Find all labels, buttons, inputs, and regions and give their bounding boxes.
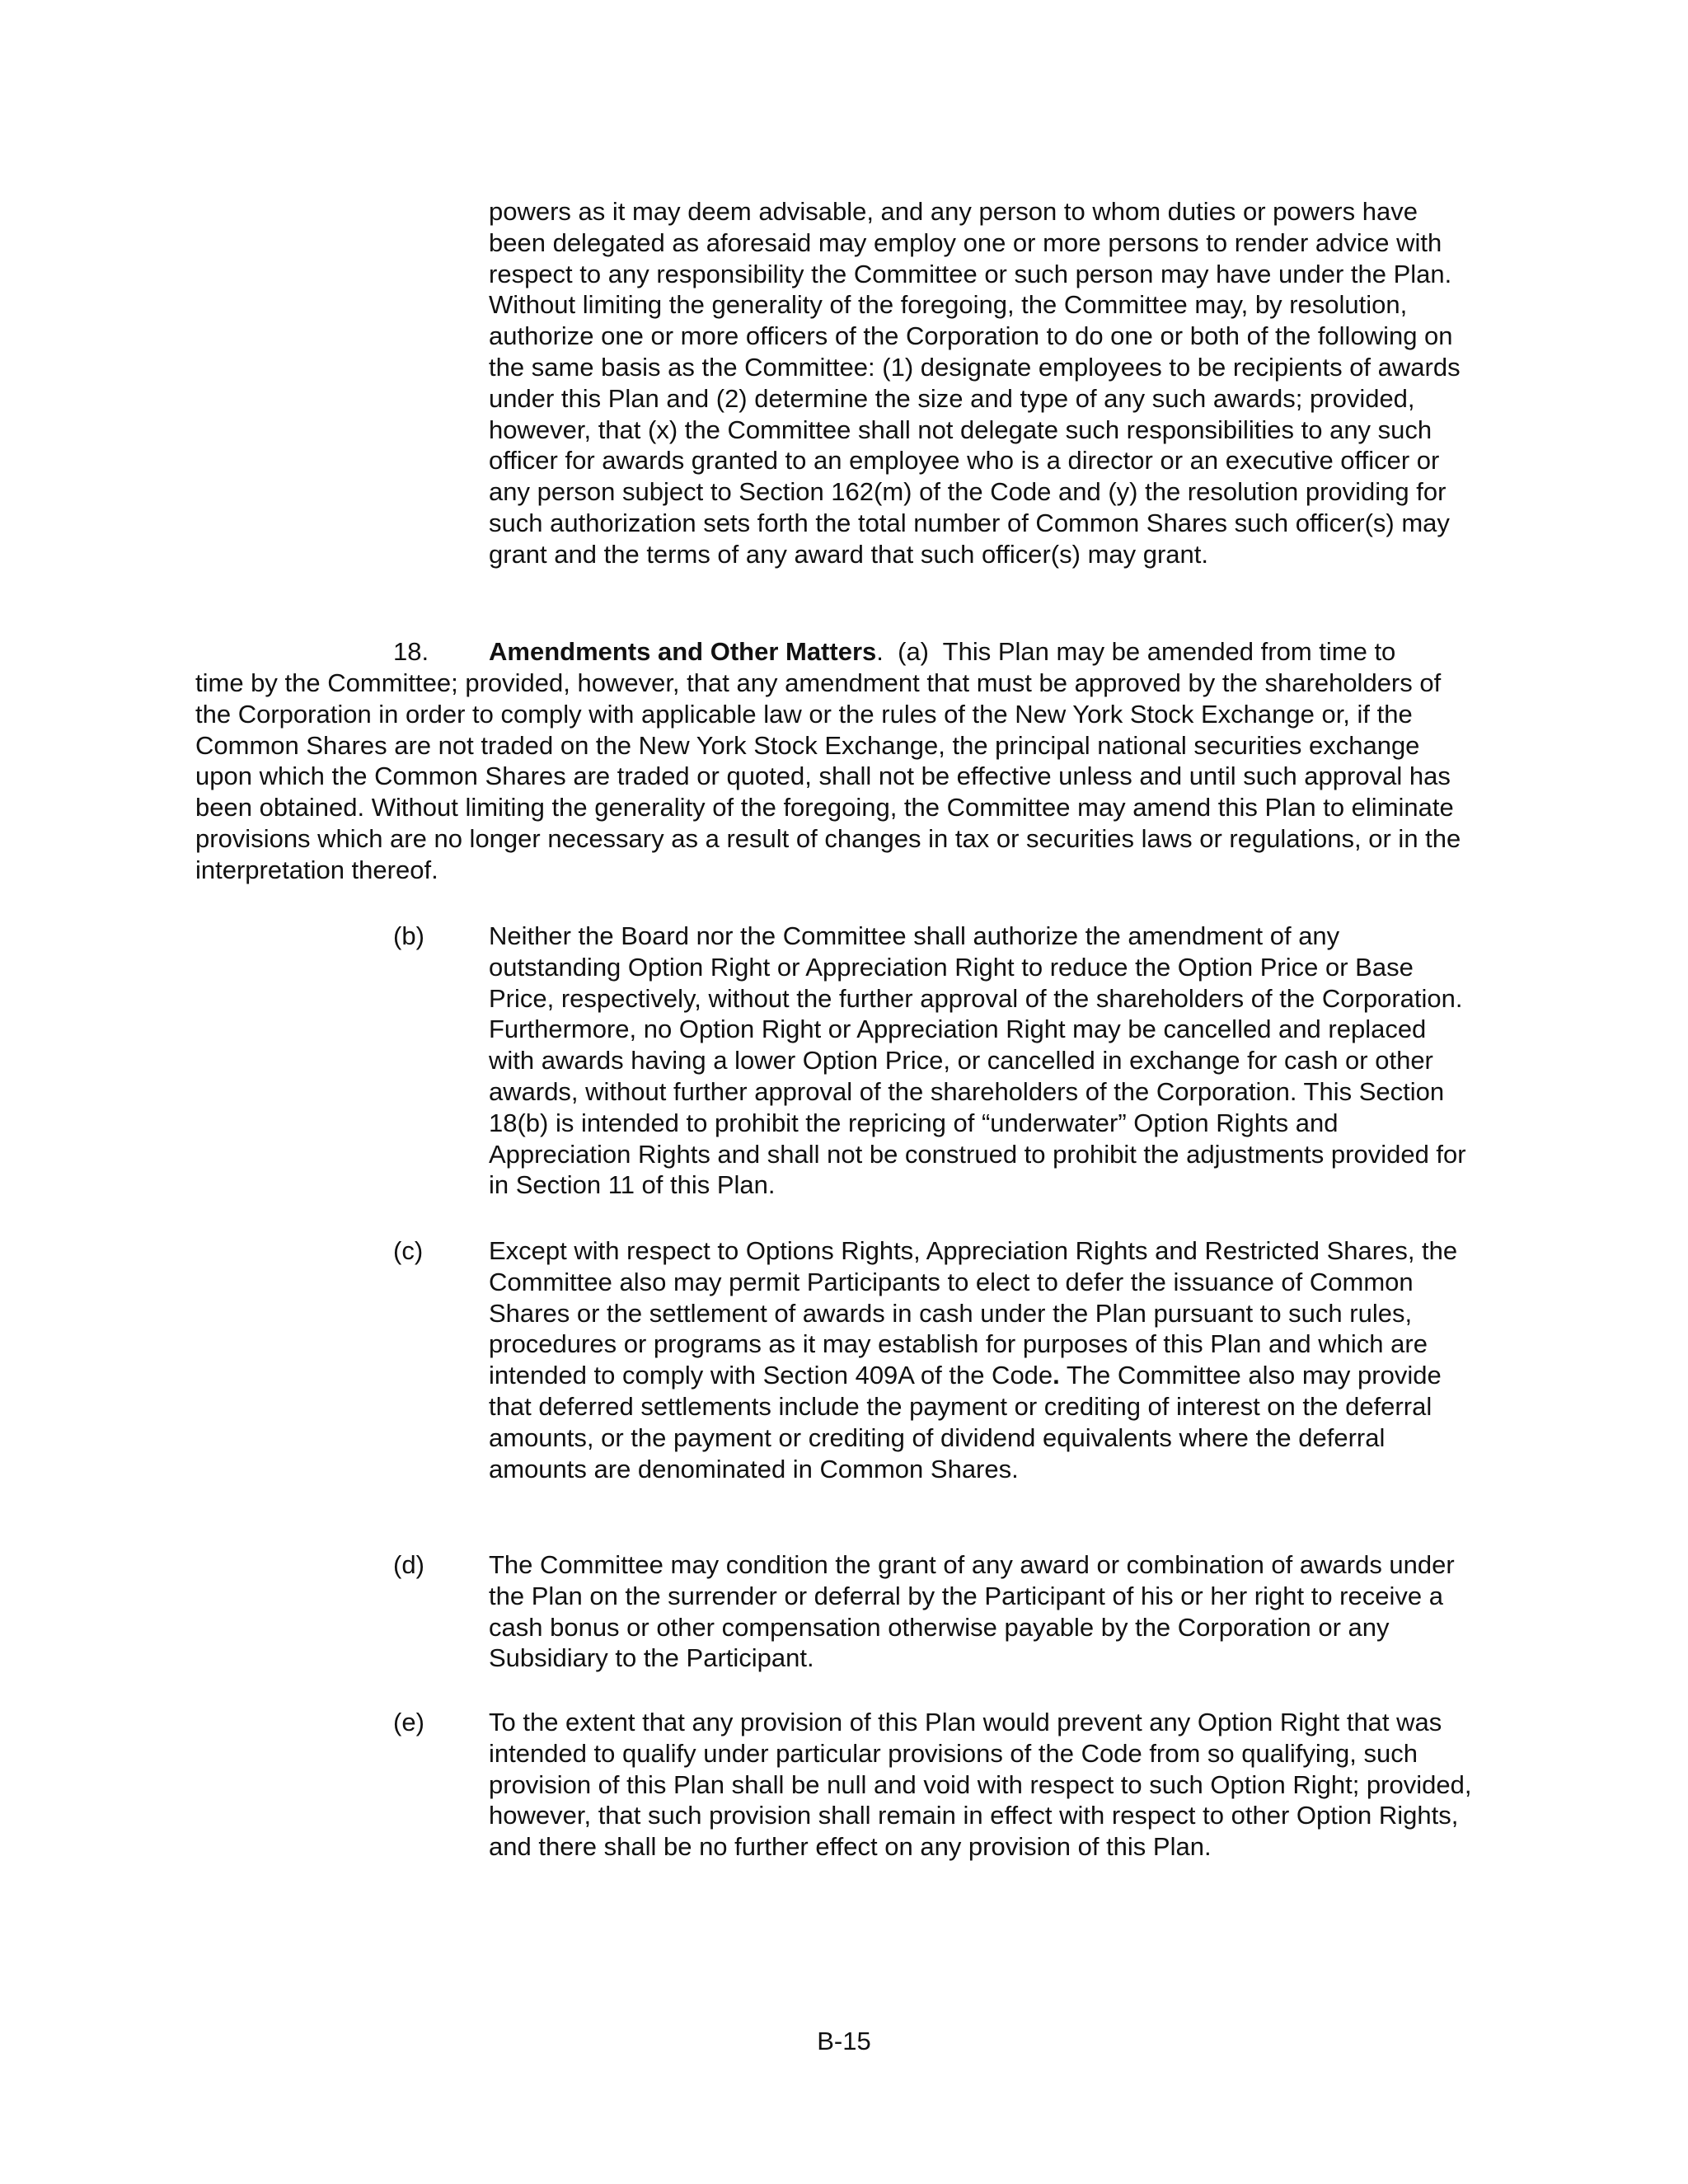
section-17-continuation-paragraph: powers as it may deem advisable, and any person to whom duties or powers have been delegated as aforesaid may employ one or more persons to render advice with respect to any responsibility the Committee or such person may have under the Plan. Without limiting the generality of the foregoing, the Committee may, by resolution, authorize one or more officers of the Corporation to do one or both of the following on the same basis as the Committee: (1) designate employees to be recipients of awards under this Plan and (2) determine the size and type of any such awards; provided, however, that (x) the Committee shall not delegate such responsibilities to any such officer for awards granted to an employee who is a director or an executive officer or any person subject to Section 162(m) of the Code and (y) the resolution providing for such authorization sets forth the total number of Common Shares such officer(s) may grant and the terms of any award that such officer(s) may grant.	[489, 197, 1461, 569]
paragraph-a-lead: (a) This Plan may be amended from time to	[883, 637, 1396, 666]
subsection-c-text-part-2: The Committee also may provide that deferred settlements include the payment or crediting of interest on the deferral amounts, or the payment or crediting of dividend equivalents where the deferral amounts are denominated in Common Shares.	[489, 1361, 1442, 1483]
section-18-heading-line	[393, 636, 1474, 668]
page-number: B-15	[817, 2027, 871, 2055]
subsection-e-label: (e)	[393, 1708, 424, 1736]
subsection-d-label: (d)	[393, 1550, 424, 1579]
section-heading-period: .	[876, 637, 884, 666]
section-number: 18.	[393, 637, 429, 666]
subsection-c-text-part-1: Except with respect to Options Rights, Appreciation Rights and Restricted Shares, the Committee also may permit Participants to elect to defer the issuance of Common Shares or the settlement of awards in cash under the Plan pursuant to such rules, procedures or programs as it may establish for purposes of this Plan and which are intended to comply with Section 409A of the Code	[489, 1236, 1458, 1390]
subsection-b-text: Neither the Board nor the Committee shall authorize the amendment of any outstanding Option Right or Appreciation Right to reduce the Option Price or Base Price, respectively, without the further approval of the shareholders of the Corporation. Furthermore, no Option Right or Appreciation Right may be cancelled and replaced with awards having a lower Option Price, or cancelled in exchange for cash or other awards, without further approval of the shareholders of the Corporation. This Section 18(b) is intended to prohibit the repricing of “underwater” Option Rights and Appreciation Rights and shall not be construed to prohibit the adjustments provided for in Section 11 of this Plan.	[489, 921, 1466, 1200]
subsection-c-text	[489, 1235, 1474, 1484]
subsection-c-bold-period: .	[1053, 1361, 1060, 1390]
subsection-d-text: The Committee may condition the grant of any award or combination of awards under the Plan on the surrender or deferral by the Participant of his or her right to receive a cash bonus or other compensation otherwise payable by the Corporation or any Subsidiary to the Participant.	[489, 1550, 1455, 1673]
subsection-c-label: (c)	[393, 1236, 424, 1265]
section-heading: Amendments and Other Matters	[489, 637, 877, 666]
subsection-e-text: To the extent that any provision of this Plan would prevent any Option Right that was intended to qualify under particular provisions of the Code from so qualifying, such provision of this Plan shall be null and void with respect to such Option Right; provided, however, that such provision shall remain in effect with respect to other Option Rights, and there shall be no further effect on any provision of this Plan.	[489, 1708, 1472, 1862]
subsection-b-label: (b)	[393, 921, 424, 950]
paragraph-a-body: time by the Committee; provided, however, that any amendment that must be approved by the shareholders of the Corporation in order to comply with applicable law or the rules of the New York Stock Exchange or, if the Common Shares are not traded on the New York Stock Exchange, the principal national securities exchange upon which the Common Shares are traded or quoted, shall not be effective unless and until such approval has been obtained. Without limiting the generality of the foregoing, the Committee may amend this Plan to eliminate provisions which are no longer necessary as a result of changes in tax or securities laws or regulations, or in the interpretation thereof.	[195, 668, 1461, 884]
